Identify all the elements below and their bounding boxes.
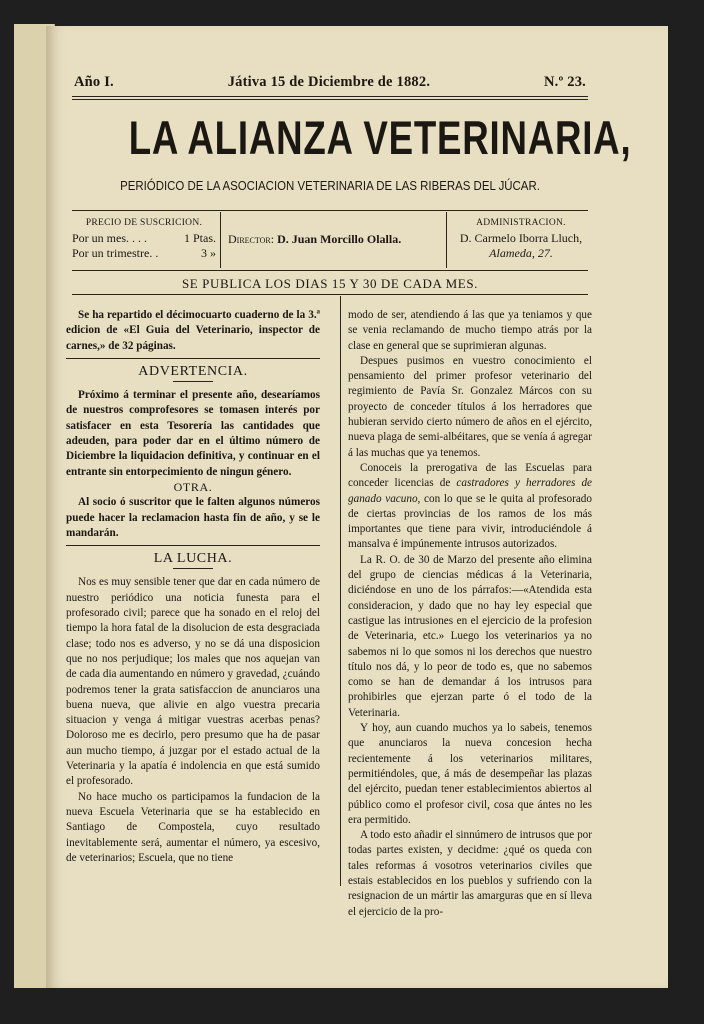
- article-italic-text: castradores y herradores de ganado vacuno,: [348, 477, 593, 505]
- article-text: Conoceis la prerogativa de las Escuelas para conceder licencias de: [348, 461, 592, 490]
- publication-note: SE PUBLICA LOS DIAS 15 Y 30 DE CADA MES.: [181, 276, 479, 291]
- director-label: Director:: [228, 232, 275, 246]
- director-name: D. Juan Morcillo Olalla.: [277, 232, 402, 246]
- info-divider: [446, 212, 447, 268]
- year-label: Año I.: [74, 74, 114, 90]
- column-divider: [66, 358, 320, 359]
- article-paragraph: Despues pusimos en vuestro conocimiento el pensamiento del primer profesor veterinario del regimiento de Pavía Sr. Gonzalez Márcos con su proyecto de conceder títulos á los herradores que hubieran servido cierto número de años en el ejército, nueva plaga de semi-albéitares, que se venía á agregar á las muchas que ya tenemos.: [348, 354, 592, 459]
- lucha-heading: LA LUCHA.: [153, 551, 233, 567]
- subscription-label: Por un trimestre. .: [72, 246, 159, 260]
- director-box: [228, 232, 438, 247]
- info-rule-bottom: [72, 270, 588, 271]
- column-rule: [340, 296, 341, 886]
- advertencia-text: Próximo á terminar el presente año, desearíamos de nuestros comprofesores se tomasen interés por satisfacer en esta Tesorería las cantidades que adeuden, para poder dar en el último número de Diciembre la liquidacion definitiva, y continuar en el entrante sin entorpecimiento de ningun género.: [66, 389, 320, 478]
- otra-heading: OTRA.: [173, 479, 213, 494]
- subscription-price: 3 »: [201, 246, 216, 260]
- newspaper-page: [46, 26, 668, 988]
- subscription-label: Por un mes. . . .: [72, 231, 147, 245]
- info-rule-top: [72, 210, 588, 211]
- subscription-row: [72, 231, 216, 246]
- article-paragraph: Y hoy, aun cuando muchos ya lo sabeis, tenemos que anunciaros la nueva concesion hecha recientemente á los veterinarios militares, permitiéndoles, que, á más de desempeñar las plazas del ejército, puedan tener establecimientos abiertos al público como el profesor civil, cosa que ántes no les era permitido.: [348, 722, 592, 826]
- masthead-rule-top-double: [72, 99, 588, 100]
- subscription-row: [72, 246, 216, 261]
- heading-rule: [173, 381, 213, 382]
- edition-notice: Se ha repartido el décimocuarto cuaderno de la 3.ª edicion de «El Guia del Veterinario, inspector de carnes,» de 32 páginas.: [66, 309, 320, 352]
- administrator-name: D. Carmelo Iborra Lluch,: [459, 231, 583, 245]
- lucha-paragraph: Nos es muy sensible tener que dar en cada número de nuestro periódico una noticia funesta para el profesorado civil; parece que ha sonado en el reloj del tiempo la hora fatal de la disolucion de esta desgraciada clase; todo nos es adverso, y no se dá una disposicion que no nos perjudique; los males que nos aquejan van de cada dia aumentando en número y gravedad, ¿cuándo podremos tener la grata satisfaccion de anunciaros una buena nueva, que alivie en algo vuestra precaria situacion y venga á mitigar vuestras acerbas penas? Doloroso me es decirlo, pero presumo que ha de pasar aun mucho tiempo, á juzgar por el estado actual de la Veterinaria y la apatía é indolencia en que está sumido el profesorado.: [66, 576, 320, 788]
- article-paragraph: A todo esto añadir el sinnúmero de intrusos que por todas partes existen, y decidme: ¿qué os queda con tales reformas á vosotros veterinarios civiles que estais establecidos en los pueblos y sufriendo con la resignacion de un mártir las amarguras que en sí lleva el ejercicio de la pro-: [348, 829, 592, 918]
- lucha-paragraph: No hace mucho os participamos la fundacion de la nueva Escuela Veterinaria que se ha establecido en Santiago de Compostela, cuyo resultado inevitablemente será, aumentar el número, ya escesivo, de veterinarios; Escuela, que no tiene: [66, 790, 320, 864]
- column-divider: [66, 545, 320, 546]
- advertencia-heading: ADVERTENCIA.: [138, 363, 248, 379]
- article-paragraph: [348, 461, 592, 553]
- issue-number: N.º 23.: [543, 74, 586, 90]
- info-divider: [220, 212, 221, 268]
- right-column: [348, 308, 592, 920]
- masthead-top-line: [74, 74, 586, 91]
- administration-address: Alameda, 27.: [489, 246, 553, 260]
- subscription-heading: PRECIO DE SUSCRICION.: [85, 218, 203, 228]
- subscription-box: [72, 216, 216, 261]
- heading-rule: [173, 568, 213, 569]
- columns-rule-top: [72, 294, 588, 295]
- newspaper-title: LA ALIANZA VETERINARIA,: [128, 111, 632, 164]
- article-paragraph: modo de ser, atendiendo á las que ya teniamos y que se venia reclamando de mucho tiempo atrás por la clase en general que se suprimieran algunas.: [348, 309, 592, 352]
- left-column: [66, 308, 320, 866]
- otra-text: Al socio ó suscritor que le falten algunos números puede hacer la reclamacion hasta fin de año, y se le mandarán.: [66, 496, 320, 539]
- masthead-rule-top: [72, 96, 588, 97]
- newspaper-subtitle: PERIÓDICO DE LA ASOCIACION VETERINARIA DE LAS RIBERAS DEL JÚCAR.: [120, 178, 540, 193]
- administration-heading: ADMINISTRACION.: [476, 218, 566, 228]
- article-paragraph: La R. O. de 30 de Marzo del presente año elimina del grupo de ciencias médicas á la Veterinaria, diciéndose en uno de los párrafos:—«Atendida esta consideracion, y dado que no hay ley especial que castigue las intrusiones en el ejercicio de la profesion de Veterinaria, etc.» Luego los veterinarios ya no sabemos ni lo que somos ni los derechos que nuestro título nos dá, y lo peor de todo es, que no sabemos como se han de demandar á los intrusos para prohibirles que ejerzan parte ó el todo de la Veterinaria.: [348, 553, 592, 719]
- place-date: Játiva 15 de Diciembre de 1882.: [227, 74, 431, 90]
- subscription-price: 1 Ptas.: [183, 231, 216, 245]
- administration-box: [454, 216, 588, 261]
- article-text: con lo que se le quita al profesorado de ciertas provincias de los ramos de los más importantes que tiene para vivir, introduciéndole á mansalva é impúnemente intrusos autorizados.: [348, 492, 592, 551]
